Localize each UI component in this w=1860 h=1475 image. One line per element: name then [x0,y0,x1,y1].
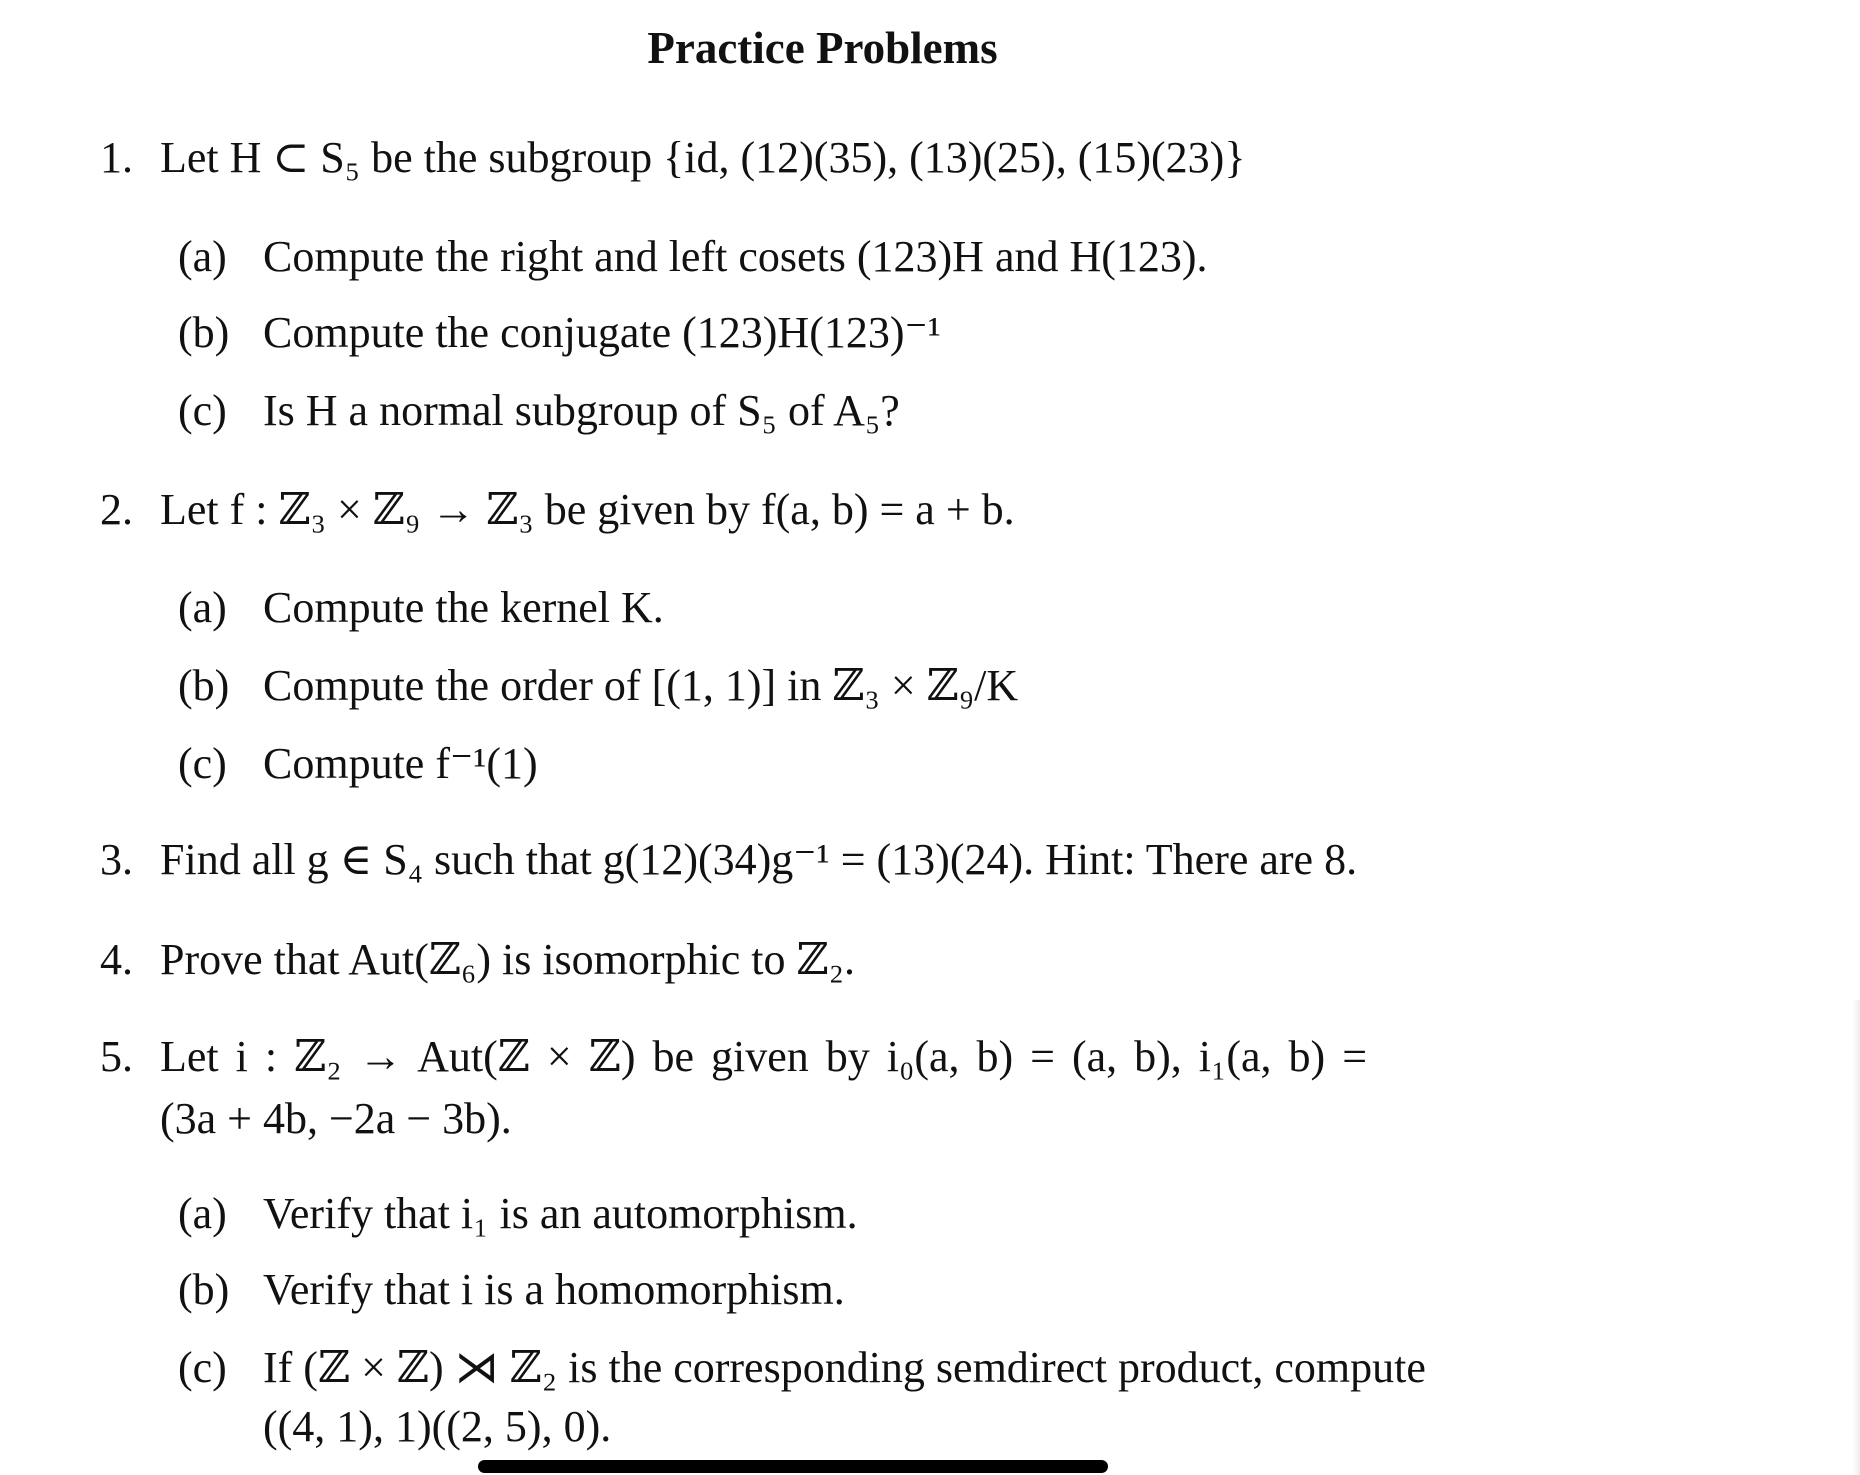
part-text: Compute the conjugate (123)H(123)⁻¹ [263,308,941,357]
part-label: (b) [178,308,230,357]
problem-text: Let H ⊂ S₅ be the subgroup {id, (12)(35), (13)(25), (15)(23)} [160,133,1246,182]
problem-number: 3. [100,835,133,884]
part-label: (a) [178,232,227,281]
part-text: Compute f⁻¹(1) [263,739,538,788]
part-label: (c) [178,1343,227,1392]
part-text: Compute the right and left cosets (123)H and H(123). [263,232,1208,281]
part-text: Compute the order of [(1, 1)] in ℤ₃ × ℤ₉/K [263,661,1019,710]
part-text-continued: ((4, 1), 1)((2, 5), 0). [263,1402,612,1451]
problem-number: 2. [100,485,133,534]
problem-text: Let i : ℤ₂ → Aut(ℤ × ℤ) be given by i₀(a, b) = (a, b), i₁(a, b) = [160,1032,1368,1081]
part-label: (a) [178,1189,227,1238]
part-text: Verify that i₁ is an automorphism. [263,1189,858,1238]
part-label: (b) [178,1265,230,1314]
problem-text-continued: (3a + 4b, −2a − 3b). [160,1094,512,1143]
page-title: Practice Problems [647,23,998,73]
part-text: Verify that i is a homomorphism. [263,1265,845,1314]
part-text: Is H a normal subgroup of S₅ of A₅? [263,386,900,435]
problem-number: 5. [100,1032,133,1081]
part-label: (c) [178,739,227,788]
problem-number: 1. [100,133,133,182]
page-edge-shadow [1852,1000,1860,1475]
part-label: (a) [178,583,227,632]
home-indicator-bar[interactable] [478,1460,1108,1473]
part-text: If (ℤ × ℤ) ⋊ ℤ₂ is the corresponding semdirect product, compute [263,1343,1426,1392]
part-label: (c) [178,386,227,435]
part-label: (b) [178,661,230,710]
problem-text: Find all g ∈ S₄ such that g(12)(34)g⁻¹ = (13)(24). Hint: There are 8. [160,835,1358,884]
part-text: Compute the kernel K. [263,583,664,632]
problem-text: Prove that Aut(ℤ₆) is isomorphic to ℤ₂. [160,935,855,984]
problem-text: Let f : ℤ₃ × ℤ₉ → ℤ₃ be given by f(a, b) = a + b. [160,485,1015,534]
problem-number: 4. [100,935,133,984]
